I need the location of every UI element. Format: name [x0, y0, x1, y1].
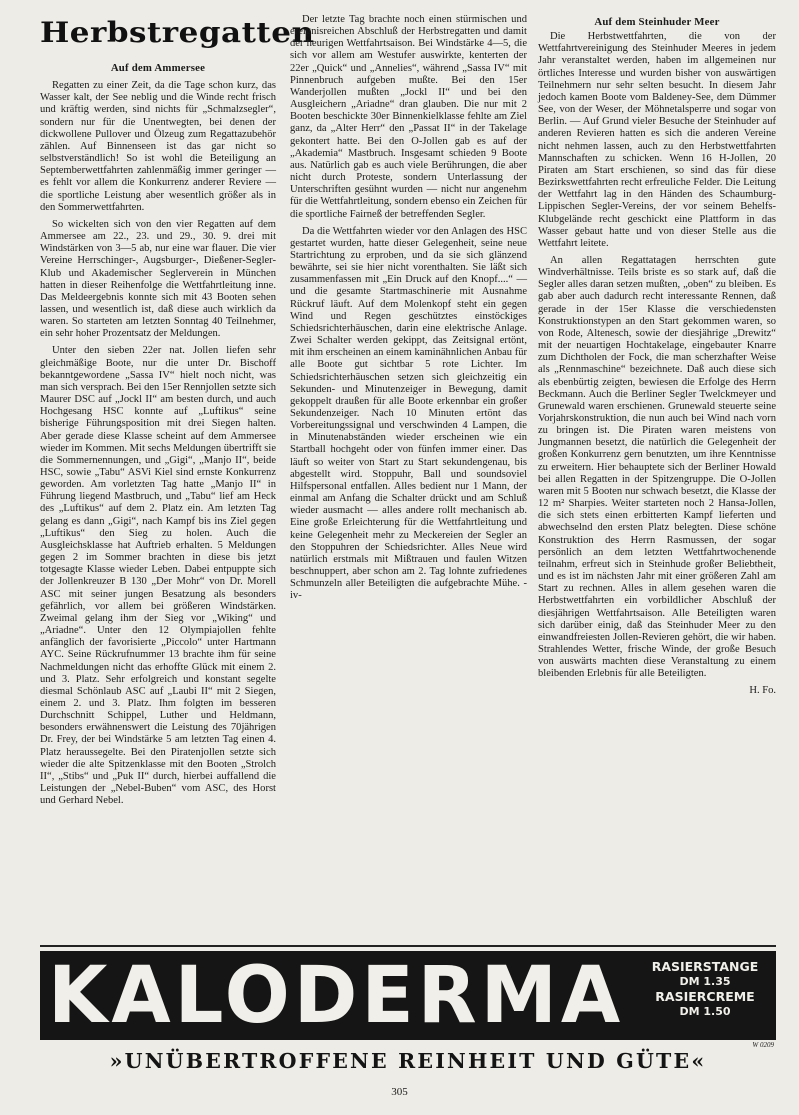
section-heading-steinhuder-meer: Auf dem Steinhuder Meer: [594, 16, 720, 28]
paragraph: An allen Regattatagen herrschten gute Windverhältnisse. Teils briste es so stark auf, daß die Segler alles daran setzen mußten, „oben“ zu bleiben. Es gab aber auch dadurch recht interessante Rennen, daß gerade in der 15er Klasse die verschiedensten Konstruktionstypen an den Start gekommen waren, so von Rode, Altenesch, sowie der diesjährige „Drewitz“ mit der neuartigen Hochtakelage, eingebauter Knarre zum Dichtholen der Fock, die man scherzhafter Weise als „Rennmaschine“ bezeichnete. Daß auch diese sich als ebenbürtig zeigten, bewiesen die Erfolge des Herrn Beckmann. Auch die Berliner Segler Twelckmeyer und Grunewald waren erschienen. Grunewald steuerte seine Vorjahrskonstruktion, die nun auch bei Wind nach vorn zu bringen ist. Die Piraten waren meistens von Jungmannen besetzt, die natürlich die Gelegenheit der großen Konkurrenz gern benutzten, um ihre Kenntnisse zu erweitern. Hier behauptete sich der Berliner Howald bei allen Regatten in der Spitzengruppe. Die O-Jollen waren mit 5 Booten nur schwach besetzt, die Klasse der 12 m² Sharpies. Weiter starteten noch 2 Hansa-Jollen, die sich stets einen erbitterten Kampf lieferten und abwechselnd den ersten Platz belegten. Diese schöne Konstruktion des Herrn Rasmussen, der sogar persönlich an dem letzten Wettfahrtwochenende teilnahm, erfreut sich in Steinhude großer Beliebtheit, und es ist im nächsten Jahr mit einer größeren Zahl am Start zu rechnen. Alles in allem gesehen waren die Herbstwettfahrten ein vorbildlicher Abschluß der diesjährigen Wettfahrtsaison. Alle Beteiligten waren sich darüber einig, daß das Steinhuder Meer zu den einwandfreiesten Jollen-Revieren gehört, die wir haben. Strahlendes Wetter, frische Winde, der große Besuch von auswärts machten diese Veranstaltung zu einem bleibenden Erlebnis für alle Beteiligten.: [538, 254, 776, 680]
advert-slogan: »UNÜBERTROFFENE REINHEIT UND GÜTE«: [109, 1049, 707, 1073]
advert-price-2: DM 1.50: [679, 1005, 731, 1018]
ammersee-text: [40, 80, 276, 807]
paragraph: Da die Wettfahrten wieder vor den Anlagen des HSC gestartet wurden, hatte dieser Gelegenheit, seine neue Startrichtung zu erproben, und da sie sich glänzend bewährte, sei sie hier nicht vorenthalten. Sie läßt sich zusammenfassen mit „Ein Druck auf den Knopf....“ — und die gesamte Startmaschinerie mit Ausnahme Rückruf läuft. Auf dem Molenkopf steht ein gegen Wind und Regen geschütztes einstöckiges Schiedsrichterhäuschen, darin eine elektrische Anlage. Zwei Schalter werden gekippt, das Zeitsignal ertönt, mit ihm erscheinen an einem kaminähnlichen Anbau für alle Boote gut sichtbar 5 rote Lichter. Im Schiedsrichterhäuschen setzen sich gleichzeitig ein Sekunden- und Minutenzeiger in Bewegung, damit gekoppelt draußen für alle Boote erkennbar ein großer Sekundenzeiger. Nach 10 Minuten ertönt das Vorbereitungssignal und verschwinden 4 Lampen, die in Minutenabständen wieder erscheinen wie ein Startball hochgeht oder von fünfen immer einer. Das läuft so weiter von Start zu Start sekundengenau, bis abgestellt wird. Stoppuhr, Ball und soundsoviel Hilfspersonal entfallen. Alles bedient nur 1 Mann, der einmal am Anfang die Schalter drückt und am Schluß wieder ausmacht — alles andere rollt mechanisch ab. Eine große Erleichterung für die Wettfahrtleitung und keine Gelegenheit mehr zu Meckereien der Segler an den Stoppuhren der Schiedsrichter. Alles Neue wird natürlich erstmals mit Mißtrauen und faulen Witzen beschnuppert, aber schon am 2. Tag lohnte zufriedenes Schmunzeln aller Beteiligten die aufgebrachte Mühe. -iv-: [290, 225, 527, 602]
article-column-1: [40, 14, 315, 942]
advert-price-1: DM 1.35: [679, 975, 731, 988]
paragraph: So wickelten sich von den vier Regatten auf dem Ammersee am 22., 23. und 29., 30. 9. drei mit Windstärken von 3—5 ab, nur eine war flauer. Die vier Vereine Herrschinger-, Augsburger-, Dießener-Segler-Klub und Akademischer Seglerverein in München hatten in dieser Reihenfolge die Wettfahrtleitung inne. Das Meldeergebnis konnte sich mit 43 Booten sehen lassen, und wesentlich ist, daß diese auch wirklich da waren. So starteten am letzten Sonntag 40 Teilnehmer, ein sehr hoher Prozentsatz der Meldungen.: [40, 218, 276, 340]
article-title: Herbstregatten: [40, 16, 315, 50]
advert-price-list: [636, 959, 774, 1019]
advert-brand: KALODERMA: [48, 951, 625, 1041]
section-heading-ammersee: Auf dem Ammersee: [110, 62, 206, 74]
author-signature: H. Fo.: [749, 685, 776, 697]
advert-product-2: RASIERCREME: [655, 989, 755, 1004]
paragraph: Regatten zu einer Zeit, da die Tage schon kurz, das Wasser kalt, der See neblig und die Winde recht frisch und kräftig werden, sind nichts für „Schmalzsegler“, sondern nur für die Unentwegten, bei denen der dickwollene Pullover und Ölzeug zum Regattazubehör zählen. Auf Binnenseen ist das gar nicht so selbstverständlich! So ist wohl die Beteiligung an Septemberwettfahrten zahlenmäßig immer geringer — es fehlt vor allem die Konkurrenz anderer Reviere — die sportliche Leistung aber wesentlich größer als in den Sommerwettfahrten.: [40, 80, 276, 213]
advert-black-band: [40, 951, 776, 1040]
divider-rule: [40, 945, 776, 947]
article-column-3: [538, 14, 776, 942]
advert-product-1: RASIERSTANGE: [651, 959, 759, 974]
paragraph: Der letzte Tag brachte noch einen stürmischen und ereignisreichen Abschluß der Herbstregatten und damit der heurigen Wettfahrtsaison. Bei Windstärke 4—5, die sich vor allem am Westufer auswirkte, kenterten der 22er „Quick“ und „Annelies“, während „Sassa IV“ mit Pinnenbruch aufgeben mußte. Bei den 15er Wanderjollen mußten „Jockl II“ und bei den Ausgleichern „Ariadne“ dran glauben. Die nur mit 2 Booten beschickte 30er Binnenkielklasse fehlte am Ziel ganz, da „Alter Herr“ den „Passat II“ in der Takelage gekontert hatte. Bei den O-Jollen gab es auf der „Akademia“ Mastbruch. Insgesamt schieden 9 Boote aus. Natürlich gab es auch viele Berührungen, die aber nicht durch Proteste, sondern Unterlassung der Unterschriften gesühnt wurden — nicht nur angenehm für die Wettfahrtleitung, sondern ebenso ein Zeichen für die sportliche Fairneß der betreffenden Segler.: [290, 14, 527, 220]
paragraph: Unter den sieben 22er nat. Jollen liefen sehr gleichmäßige Boote, nur die unter Dr. Bischoff bekanntgewordene „Sassa IV“ hielt noch nicht, was man sich versprach. Bei den 15er Rennjollen setzte sich Maurer DSC auf „Jockl II“ am besten durch, und auch Hochgesang HSC konnte auf „Luftikus“ seine bisherige Führungsposition mit drei Siegen halten. Aber gerade diese Klasse scheint auf dem Ammersee wieder im Kommen. Mit sechs Meldungen übertrifft sie die Sommernennungen, und „Gigi“, „Manjo II“, beide HSC, sowie „Tabu“ ASVi Kiel sind ernste Konkurrenz geworden. Am vorletzten Tag hatte „Manjo II“ in Führung liegend Mastbruch, und „Tabu“ lief am Heck des „Luftikus“ auf dem 2. Platz ein. Am letzten Tag gelang es dann „Gigi“, nach Kampf bis ins Ziel gegen „Luftikus“ den Sieg zu holen. Auch die Ausgleichsklasse hat Auftrieb erhalten. 5 Meldungen gegen 2 im Sommer brachten in diese bis jetzt totgesagte Klasse wieder Leben. Dabei entpuppte sich der Jollenkreuzer B 130 „Der Mohr“ von Dr. Morell ASC mit seiner jungen Besatzung als besonders gefährlich, vor allem bei größeren Windstärken. Zweimal gelang ihm der Sieg vor „Wiking“ und „Ariadne“. Unter den 12 Olympiajollen fehlte anfänglich der favorisierte „Piccolo“ unter Hartmann AYC. Seine Rückrufnummer 13 brachte ihm für seine Nachmeldungen nicht das erhoffte Glück mit einem 2. und 3. Platz. Sehr erfolgreich und konstant segelte diesmal Schönlaub ASC auf „Laubi II“ mit 2 Siegen, einem 2. und 3. Platz. Ihm folgten im besseren Durchschnitt Schippel, Luther und Heldmann, besonders erwähnenswert die Leistung des 70jährigen Dr. Frey, der bei Windstärke 5 am letzten Tag einen 4. Platz heraussegelte. Bei den Piratenjollen setzte sich wieder die alte Spitzenklasse mit den Booten „Strolch II“, „Stibs“ und „Puk II“ durch, hierbei auffallend die Leistungen der „Nebel-Buben“ vom ASC, des Horst und Gerhard Nebel.: [40, 345, 276, 807]
kaloderma-advertisement: [40, 951, 776, 1078]
ammersee-text-cont: [290, 14, 527, 603]
article-column-2: [290, 14, 527, 942]
advert-code: W 0209: [752, 1041, 774, 1049]
paragraph: Die Herbstwettfahrten, die von der Wettfahrtvereinigung des Steinhuder Meeres in jedem Jahr veranstaltet werden, haben im allgemeinen nur örtliches Interesse und wurden bisher von auswärtigen Teilnehmern nur sehr selten besucht. In diesem Jahr jedoch kamen Boote vom Baldeney-See, dem Dümmer See, von der Weser, der Möhnetalsperre und sogar von Berlin. — Auf Grund vieler Besuche der Steinhuder auf anderen Revieren hatten es sich die anderen Vereine nicht nehmen lassen, auch zu den Herbstwettfahrten Mannschaften zu schicken. Wenn 16 H-Jollen, 20 Piraten am Start erschienen, so sind das für diese Bezirkswettfahrten recht erfreuliche Felder. Die Leitung der Wettfahrt lag in den Händen des Schaumburg-Lippischen Segler-Vereins, der vor seinem Behelfs-Klubgelände recht geschickt eine Plattform in das Wasser gebaut hatte und von dieser Stelle aus die Wettfahrt leitete.: [538, 31, 776, 249]
page-number: 305: [391, 1086, 408, 1098]
